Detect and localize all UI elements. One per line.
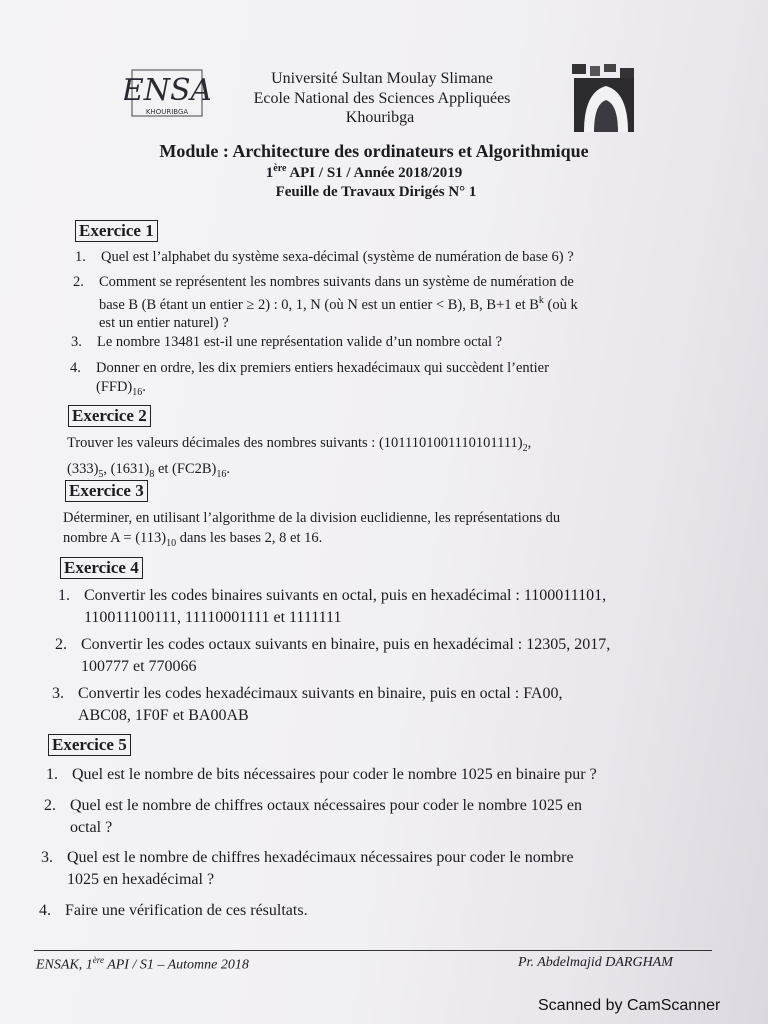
item-text-line: 100777 et 770066 [81,658,197,675]
school-name: Ecole National des Sciences Appliquées [253,90,511,107]
item-number: 1. [75,249,86,265]
ensa-logo-text: ENSA [124,73,210,108]
text-sub: 8 [149,468,155,480]
item-text [81,634,721,678]
footer-course [36,955,249,974]
text-part: Trouver les valeurs décimales des nombres suivants : (1011101001110101111) [67,435,523,451]
item-text: Le nombre 13481 est-il une représentation valide d’un nombre octal ? [97,334,503,350]
exercise-3-title: Exercice 3 [65,480,148,502]
item-text-line: Convertir les codes hexadécimaux suivants en binaire, puis en octal : FA00, [78,685,563,702]
item-text [65,900,715,922]
university-name: Université Sultan Moulay Slimane [271,70,493,87]
text-part: (333) [67,460,99,477]
year-prefix: 1 [265,165,274,181]
item-text [84,585,724,629]
item-text-line: Convertir les codes octaux suivants en binaire, puis en hexadécimal : 12305, 2017, [81,636,611,653]
exercise-2-title: Exercice 2 [68,405,151,427]
year-rest: API / S1 / Année 2018/2019 [286,165,463,181]
item-text-line: ABC08, 1F0F et BA00AB [78,707,249,724]
item-number: 3. [71,334,82,350]
text-part: (FFD) [96,378,133,395]
text-part: (où k [543,296,578,313]
item-number: 4. [70,360,81,376]
text-sub: 5 [98,468,104,480]
item-number: 1. [58,587,70,604]
item-text [70,795,720,839]
item-number: 2. [73,274,84,290]
item-text [72,764,722,786]
item-text-line: 1025 en hexadécimal ? [67,871,215,888]
exercise-5-title: Exercice 5 [48,734,131,756]
text-sup: k [538,294,544,306]
item-text-line: Quel est le nombre de chiffres octaux nécessaires pour coder le nombre 1025 en [70,797,582,814]
item-text-line [96,378,696,402]
text-sub: 16 [132,386,143,398]
text-part: API / S1 – Automne 2018 [103,957,249,973]
statement-line [63,528,703,554]
item-number: 2. [55,636,67,653]
text-part: , [527,435,532,451]
course-year-line [0,163,728,182]
text-sub: 16 [216,468,227,480]
ex2-statement [67,433,697,485]
city-name: Khouribga [345,109,415,126]
exercise-4-title: Exercice 4 [60,557,143,579]
item-text-line: Donner en ordre, les dix premiers entiers hexadécimaux qui succèdent l’entier [96,360,549,376]
text-part: nombre A = (113) [63,530,167,546]
ex3-statement [63,508,703,554]
item-text-line: Quel est le nombre de chiffres hexadécimaux nécessaires pour coder le nombre [67,849,574,866]
item-text-line: est un entier naturel) ? [99,314,229,331]
item-number: 1. [46,766,58,783]
item-text-line: 110011100111, 11110001111 et 1111111 [84,609,342,626]
item-text [96,359,696,402]
footer-divider [34,950,712,951]
statement-line: Déterminer, en utilisant l’algorithme de la division euclidienne, les représentations du [63,510,561,526]
statement-line [67,433,697,459]
item-number: 3. [52,685,64,702]
text-part: base B (B étant un entier ≥ 2) : 0, 1, N (où N est un entier < B), B, B+1 et B [99,296,539,313]
text-part: ENSAK, 1 [36,957,93,973]
exercise-1-title: Exercice 1 [75,220,158,242]
scanner-watermark: Scanned by CamScanner [538,997,721,1014]
footer-author: Pr. Abdelmajid DARGHAM [518,955,673,970]
item-text: Quel est l’alphabet du système sexa-décimal (système de numération de base 6) ? [101,249,574,265]
item-text-line: Convertir les codes binaires suivants en octal, puis en hexadécimal : 1100011101, [84,587,607,604]
item-text-line: Quel est le nombre de bits nécessaires pour coder le nombre 1025 en binaire pur ? [72,766,597,783]
item-number: 4. [39,902,51,919]
ensa-logo-subtext: KHOURIBGA [145,108,189,116]
year-sup: ère [273,163,287,174]
item-text-line: octal ? [70,819,113,836]
item-text [78,683,718,727]
sheet-title: Feuille de Travaux Dirigés N° 1 [275,184,477,200]
item-number: 3. [41,849,53,866]
text-sub: 2 [522,442,528,454]
item-text [99,273,699,332]
text-part: , (1631) [103,460,150,477]
item-text [67,847,717,891]
text-part: et (FC2B) [154,460,217,477]
text-sup: ère [92,955,104,965]
text-part: . [142,378,146,395]
text-part: dans les bases 2, 8 et 16. [176,530,323,546]
item-text-line: Comment se représentent les nombres suivants dans un système de numération de [99,274,574,290]
text-part: . [226,460,230,477]
item-text-line [99,292,699,314]
text-sub: 10 [166,537,177,549]
module-title: Module : Architecture des ordinateurs et Algorithmique [159,141,589,161]
item-text-line: Faire une vérification de ces résultats. [65,902,308,919]
item-number: 2. [44,797,56,814]
statement-line [67,459,697,485]
